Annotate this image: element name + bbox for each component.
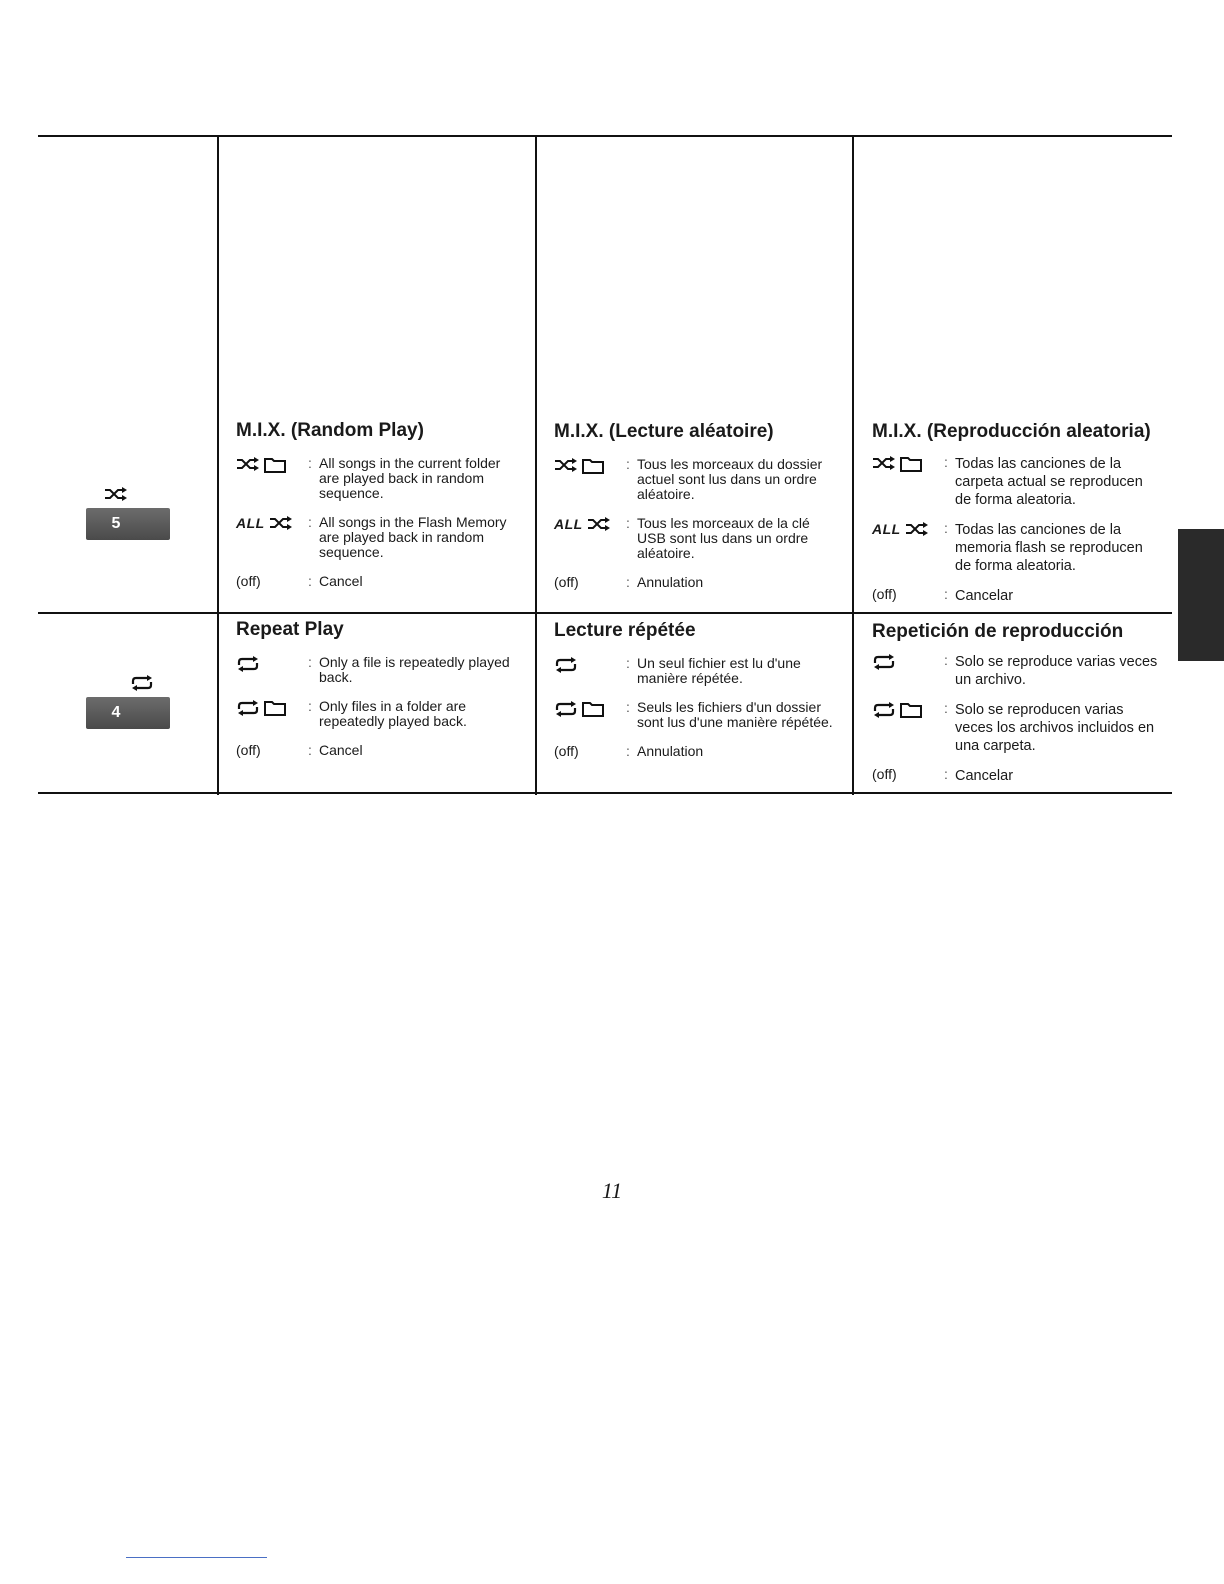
footer-rule: [126, 1557, 267, 1558]
repeat-icon: [236, 656, 260, 672]
random-es-all-desc: Todas las canciones de la memoria flash se reproducen de forma aleatoria.: [955, 522, 1143, 574]
all-label: ALL: [236, 515, 265, 531]
repeat-en-title: Repeat Play: [236, 619, 344, 640]
random-en-off-desc: Cancel: [319, 573, 363, 589]
random-es-title: M.I.X. (Reproducción aleatoria): [872, 421, 1151, 442]
repeat-icon: [554, 701, 578, 717]
off-label: (off): [554, 574, 579, 590]
random-fr: [554, 421, 850, 602]
all-label: ALL: [872, 521, 901, 537]
shuffle-icon: [872, 456, 896, 470]
random-es-off-desc: Cancelar: [955, 588, 1014, 604]
random-es-folder-desc: Todas las canciones de la carpeta actual se reproducen de forma aleatoria.: [955, 456, 1143, 508]
random-en-all-desc: All songs in the Flash Memory are played back in random sequence.: [319, 514, 507, 560]
repeat-es-file: : Solo se reproduce varias veces un archivo.: [872, 653, 1172, 689]
random-key: [38, 137, 217, 613]
repeat-es-folder-desc: Solo se reproducen varias veces los archivos incluidos en una carpeta.: [955, 702, 1155, 754]
key-4-button[interactable]: 4: [86, 697, 170, 729]
repeat-es-off-desc: Cancelar: [955, 768, 1014, 784]
repeat-key: [38, 615, 217, 793]
random-es: [872, 421, 1172, 617]
all-label: ALL: [554, 516, 583, 532]
random-en: [236, 420, 534, 601]
repeat-en-off: (off) : Cancel: [236, 743, 534, 758]
folder-icon: [900, 456, 922, 472]
random-es-all: ALL : Todas las canciones de la memoria flash se reproducen de forma aleatoria.: [872, 521, 1172, 575]
section-tab: [1178, 529, 1224, 661]
repeat-en-folder: : Only files in a folder are repeatedly played back.: [236, 699, 534, 729]
random-fr-off: (off) : Annulation: [554, 575, 850, 590]
folder-icon: [900, 702, 922, 718]
folder-icon: [264, 457, 286, 473]
repeat-icon: [236, 700, 260, 716]
page-number: 11: [601, 1178, 623, 1203]
repeat-fr-file: : Un seul fichier est lu d'une manière répétée.: [554, 656, 850, 686]
random-fr-folder-desc: Tous les morceaux du dossier actuel sont lus dans un ordre aléatoire.: [637, 456, 823, 502]
shuffle-icon: [554, 458, 578, 472]
repeat-en-folder-desc: Only files in a folder are repeatedly played back.: [319, 698, 467, 729]
random-fr-off-desc: Annulation: [637, 574, 704, 590]
random-en-folder-desc: All songs in the current folder are played back in random sequence.: [319, 455, 501, 501]
repeat-fr: [554, 620, 850, 771]
folder-icon: [582, 701, 604, 717]
folder-icon: [264, 700, 286, 716]
shuffle-icon: [269, 516, 293, 530]
random-en-off: (off) : Cancel: [236, 574, 534, 589]
repeat-es-folder: : Solo se reproducen varias veces los archivos incluidos en una carpeta.: [872, 701, 1172, 755]
repeat-icon: [554, 657, 578, 673]
random-fr-folder: : Tous les morceaux du dossier actuel sont lus dans un ordre aléatoire.: [554, 457, 850, 502]
repeat-en-off-desc: Cancel: [319, 742, 363, 758]
repeat-fr-title: Lecture répétée: [554, 620, 696, 641]
random-fr-all: ALL : Tous les morceaux de la clé USB sont lus dans un ordre aléatoire.: [554, 516, 850, 561]
off-label: (off): [554, 743, 579, 759]
folder-icon: [582, 458, 604, 474]
repeat-es: [872, 621, 1172, 797]
repeat-en-file: : Only a file is repeatedly played back.: [236, 655, 534, 685]
repeat-es-file-desc: Solo se reproduce varias veces un archivo.: [955, 654, 1158, 688]
repeat-en-file-desc: Only a file is repeatedly played back.: [319, 654, 510, 685]
repeat-fr-file-desc: Un seul fichier est lu d'une manière répétée.: [637, 655, 801, 686]
repeat-fr-off-desc: Annulation: [637, 743, 704, 759]
random-es-folder: : Todas las canciones de la carpeta actual se reproducen de forma aleatoria.: [872, 455, 1172, 509]
random-en-title: M.I.X. (Random Play): [236, 420, 424, 441]
repeat-es-title: Repetición de reproducción: [872, 621, 1124, 642]
repeat-icon: [872, 702, 896, 718]
off-label: (off): [872, 766, 897, 782]
random-en-all: ALL : All songs in the Flash Memory are played back in random sequence.: [236, 515, 534, 560]
random-es-off: (off) : Cancelar: [872, 587, 1172, 605]
random-fr-all-desc: Tous les morceaux de la clé USB sont lus dans un ordre aléatoire.: [637, 515, 810, 561]
shuffle-icon: [905, 522, 929, 536]
random-fr-title: M.I.X. (Lecture aléatoire): [554, 421, 774, 442]
random-en-folder: : All songs in the current folder are played back in random sequence.: [236, 456, 534, 501]
key-5-button[interactable]: 5: [86, 508, 170, 540]
shuffle-icon: [236, 457, 260, 471]
off-label: (off): [236, 573, 261, 589]
repeat-fr-folder: : Seuls les fichiers d'un dossier sont lus d'une manière répétée.: [554, 700, 850, 730]
repeat-fr-folder-desc: Seuls les fichiers d'un dossier sont lus d'une manière répétée.: [637, 699, 833, 730]
repeat-fr-off: (off) : Annulation: [554, 744, 850, 759]
repeat-icon: [872, 654, 896, 670]
repeat-icon: [130, 675, 154, 691]
repeat-es-off: (off) : Cancelar: [872, 767, 1172, 785]
off-label: (off): [236, 742, 261, 758]
shuffle-icon: [104, 487, 128, 501]
shuffle-icon: [587, 517, 611, 531]
repeat-en: [236, 619, 534, 770]
off-label: (off): [872, 586, 897, 602]
